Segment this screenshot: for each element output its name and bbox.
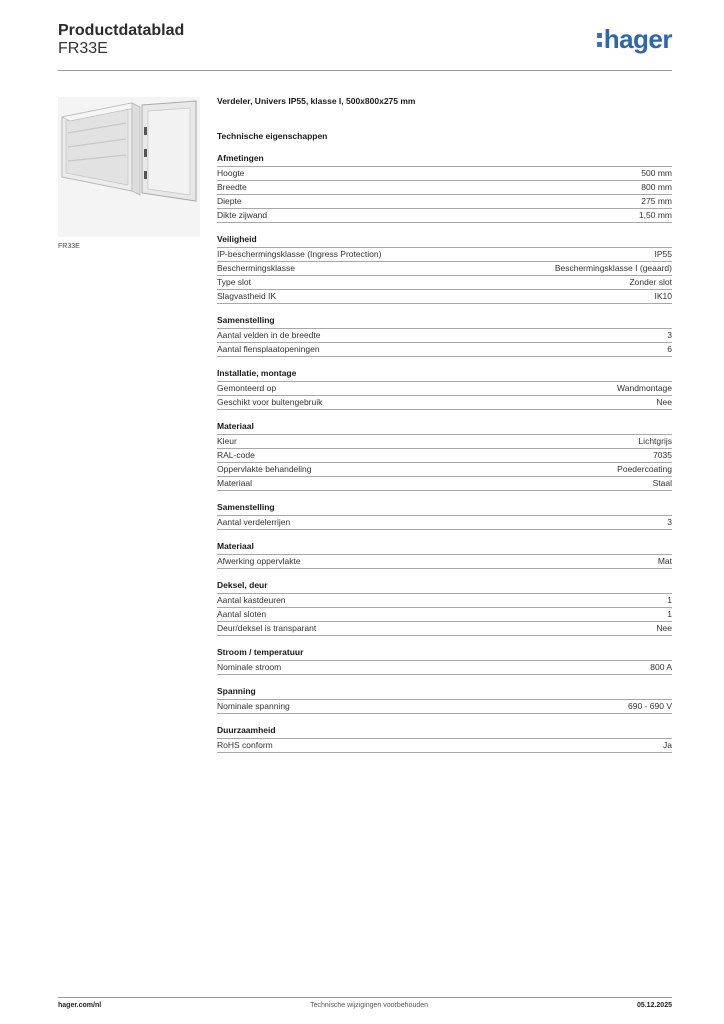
spec-row (217, 167, 672, 181)
spec-value: 6 (667, 344, 672, 354)
logo-dots-icon (597, 33, 602, 47)
spec-row (217, 516, 672, 530)
spec-section (217, 502, 672, 530)
section-title: Materiaal (217, 421, 672, 435)
spec-row (217, 594, 672, 608)
spec-label: Kleur (217, 436, 237, 446)
spec-value: 800 mm (641, 182, 672, 192)
spec-row (217, 700, 672, 714)
section-title: Installatie, montage (217, 368, 672, 382)
spec-row (217, 262, 672, 276)
spec-section (217, 580, 672, 636)
spec-row (217, 396, 672, 410)
spec-label: Gemonteerd op (217, 383, 277, 393)
spec-label: Geschikt voor buitengebruik (217, 397, 323, 407)
spec-value: 275 mm (641, 196, 672, 206)
spec-label: IP-beschermingsklasse (Ingress Protection) (217, 249, 382, 259)
product-image (58, 97, 200, 237)
section-title: Samenstelling (217, 315, 672, 329)
spec-value: IK10 (654, 291, 672, 301)
footer-date: 05.12.2025 (636, 1002, 672, 1009)
spec-section (217, 153, 672, 223)
section-title: Materiaal (217, 541, 672, 555)
spec-label: Deur/deksel is transparant (217, 623, 317, 633)
footer-website-link[interactable]: hager.com/nl (58, 1002, 102, 1009)
spec-heading: Technische eigenschappen (217, 131, 328, 141)
spec-value: 500 mm (641, 168, 672, 178)
spec-value: Wandmontage (617, 383, 672, 393)
spec-row (217, 276, 672, 290)
spec-value: Poedercoating (617, 464, 672, 474)
spec-section (217, 725, 672, 753)
spec-label: Aantal sloten (217, 609, 267, 619)
spec-value: 1 (667, 595, 672, 605)
spec-value: 7035 (653, 450, 672, 460)
spec-label: Aantal kastdeuren (217, 595, 286, 605)
spec-section (217, 541, 672, 569)
spec-row (217, 435, 672, 449)
document-title: Productdatablad (58, 22, 185, 39)
spec-section (217, 421, 672, 491)
spec-label: Afwerking oppervlakte (217, 556, 301, 566)
spec-row (217, 622, 672, 636)
spec-value: 1 (667, 609, 672, 619)
spec-row (217, 195, 672, 209)
spec-label: Diepte (217, 196, 242, 206)
page-footer (58, 997, 672, 1009)
spec-label: Type slot (217, 277, 252, 287)
product-name: Verdeler, Univers IP55, klasse I, 500x800x275 mm (217, 96, 416, 106)
spec-row (217, 290, 672, 304)
product-spec-content (217, 96, 672, 764)
spec-section (217, 234, 672, 304)
spec-value: Beschermingsklasse I (geaard) (554, 263, 672, 273)
section-title: Deksel, deur (217, 580, 672, 594)
spec-value: Mat (657, 556, 672, 566)
spec-section (217, 686, 672, 714)
spec-label: Hoogte (217, 168, 245, 178)
spec-label: Oppervlakte behandeling (217, 464, 312, 474)
spec-label: Breedte (217, 182, 247, 192)
spec-label: Nominale stroom (217, 662, 282, 672)
section-title: Afmetingen (217, 153, 672, 167)
section-title: Veiligheid (217, 234, 672, 248)
spec-value: Zonder slot (629, 277, 672, 287)
spec-row (217, 329, 672, 343)
spec-label: Beschermingsklasse (217, 263, 295, 273)
page-header (58, 22, 672, 71)
spec-value: Staal (652, 478, 672, 488)
section-title: Duurzaamheid (217, 725, 672, 739)
spec-value: Nee (656, 623, 672, 633)
spec-row (217, 343, 672, 357)
spec-row (217, 608, 672, 622)
spec-label: Aantal flensplaatopeningen (217, 344, 320, 354)
spec-label: RoHS conform (217, 740, 273, 750)
spec-label: Aantal verdelerrijen (217, 517, 291, 527)
spec-label: Slagvastheid IK (217, 291, 277, 301)
spec-row (217, 477, 672, 491)
image-caption: FR33E (58, 243, 80, 250)
footer-disclaimer: Technische wijzigingen voorbehouden (310, 1002, 429, 1009)
spec-row (217, 661, 672, 675)
spec-row (217, 449, 672, 463)
spec-row (217, 181, 672, 195)
spec-label: Materiaal (217, 478, 252, 488)
spec-sections (217, 153, 672, 753)
spec-row (217, 463, 672, 477)
spec-label: Dikte zijwand (217, 210, 268, 220)
spec-label: Aantal velden in de breedte (217, 330, 321, 340)
spec-value: Ja (663, 740, 672, 750)
spec-section (217, 647, 672, 675)
spec-value: Nee (656, 397, 672, 407)
spec-value: 800 A (650, 662, 672, 672)
product-code: FR33E (58, 40, 108, 57)
section-title: Stroom / temperatuur (217, 647, 672, 661)
spec-label: RAL-code (217, 450, 255, 460)
spec-value: 3 (667, 330, 672, 340)
spec-value: IP55 (654, 249, 672, 259)
spec-value: 1,50 mm (638, 210, 672, 220)
spec-row (217, 248, 672, 262)
section-title: Spanning (217, 686, 672, 700)
section-title: Samenstelling (217, 502, 672, 516)
spec-section (217, 368, 672, 410)
hager-logo (597, 26, 672, 52)
spec-row (217, 209, 672, 223)
logo-text: hager (603, 24, 672, 54)
spec-row (217, 555, 672, 569)
spec-value: Lichtgrijs (638, 436, 672, 446)
spec-value: 690 - 690 V (628, 701, 672, 711)
spec-row (217, 382, 672, 396)
spec-value: 3 (667, 517, 672, 527)
spec-section (217, 315, 672, 357)
spec-label: Nominale spanning (217, 701, 290, 711)
spec-row (217, 739, 672, 753)
